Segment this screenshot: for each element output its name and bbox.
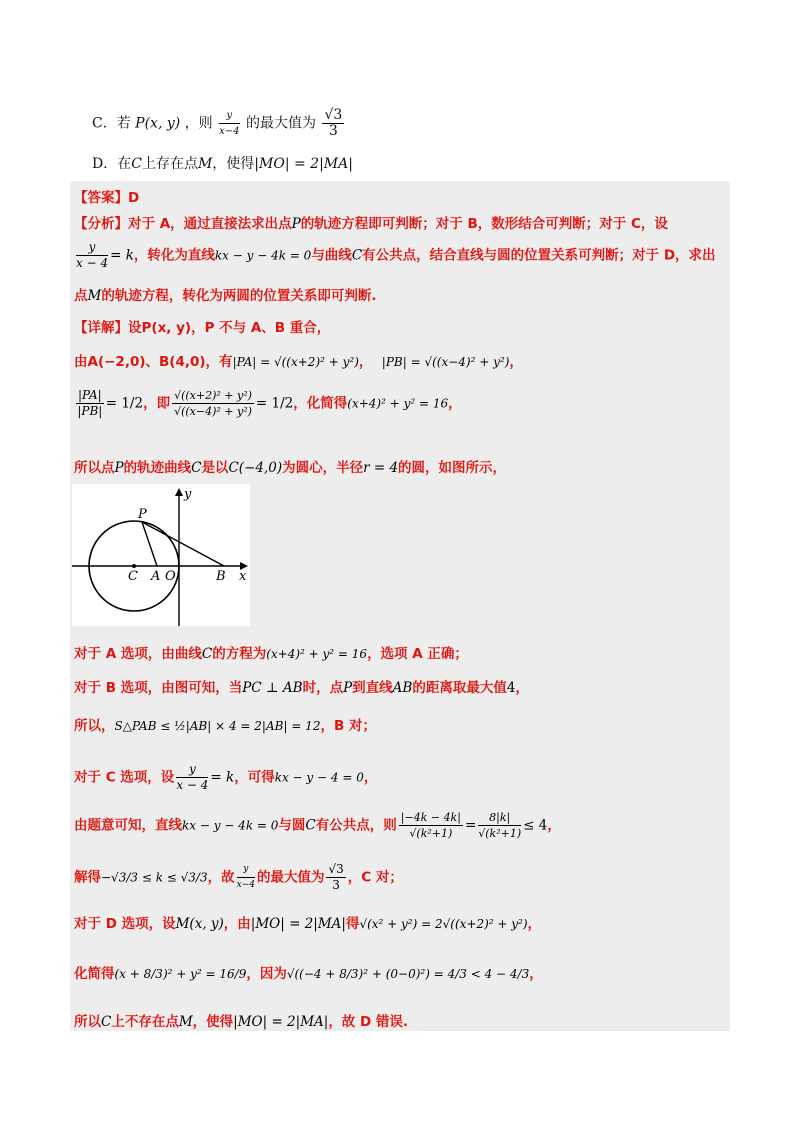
analysis-p: P: [291, 216, 301, 232]
sol-text: 得: [345, 916, 360, 932]
sol-eq: (x + 8/3)² + y² = 16/9: [114, 967, 247, 981]
sol-text: 有公共点，则: [315, 817, 397, 834]
sol-text: 所以，: [74, 718, 115, 734]
detail-center: C(−4,0): [228, 460, 283, 476]
analysis-fraction: [76, 240, 108, 271]
analysis-text: 的轨迹方程即可判断；对于 B，数形结合可判断；对于 C，设: [300, 216, 668, 232]
sol-c-line-3: [74, 862, 403, 893]
sol-text: 上不存在点: [111, 1014, 179, 1030]
detail-eq: = 1/2: [105, 395, 144, 412]
detail-text: 的轨迹曲线: [123, 460, 192, 476]
answer-value: D: [128, 190, 140, 206]
sol-c-line-2: [74, 810, 561, 841]
sol-b-line-1: [74, 676, 529, 696]
frac-num: |PA|: [78, 388, 102, 402]
sol-d-line-3: [74, 1010, 408, 1030]
sol-text: 化简得: [74, 966, 115, 982]
option-c-point: P(x, y): [135, 115, 181, 132]
sol-eq: =: [464, 817, 477, 834]
sol-text: ，: [529, 966, 543, 982]
analysis-eq: = k: [110, 247, 134, 264]
frac-den: x − 4: [176, 778, 209, 792]
option-c-fraction: [219, 108, 239, 139]
detail-text: 由A(−2,0)、B(4,0)，有: [74, 354, 233, 370]
frac-den: x − 4: [76, 256, 109, 270]
sol-p: P: [343, 680, 353, 696]
answer-tag: 【答案】: [74, 190, 128, 206]
analysis-line-1: [74, 212, 668, 232]
sol-text: 的最大值为: [256, 869, 325, 886]
detail-text: 设P(x, y)，P 不与 A、B 重合，: [128, 320, 331, 336]
sol-text: 解得: [74, 869, 101, 886]
sol-text: 对于 C 选项，设: [74, 769, 175, 786]
analysis-line-2: [74, 240, 716, 271]
circle-figure: [72, 484, 250, 626]
label-c: C: [128, 569, 138, 584]
sol-c3-max: [326, 862, 345, 893]
frac-num: |−4k − 4k|: [400, 811, 461, 824]
detail-text: ，: [509, 354, 523, 370]
frac-num: √3: [328, 862, 344, 876]
option-c-tail: 的最大值为: [245, 115, 316, 132]
option-d-c: C: [131, 156, 142, 172]
frac-num: 8|k|: [478, 810, 521, 826]
label-y: y: [184, 487, 192, 502]
sol-c3-fraction: [237, 862, 255, 893]
sol-range: −√3/3 ≤ k ≤ √3/3: [101, 870, 208, 885]
sol-text: ，由: [223, 916, 251, 932]
detail-tag: 【详解】: [74, 320, 128, 336]
option-d-mid: 上存在点: [141, 156, 198, 172]
label-o: O: [165, 569, 176, 584]
detail-line-3: [74, 388, 462, 419]
analysis-text: 点: [74, 288, 88, 304]
sol-c: C: [101, 1014, 112, 1030]
frac-num: √((x+2)² + y²): [174, 389, 252, 402]
answer-line: [74, 186, 139, 206]
y-axis-arrow: [175, 488, 183, 496]
sol-c-fraction: [176, 762, 208, 793]
sol-eq: ≤ 4: [523, 817, 548, 834]
option-c-ans-den: 3: [328, 123, 338, 139]
label-p: P: [138, 507, 147, 522]
sol-text: ，: [547, 817, 561, 834]
sol-eq: = k: [210, 769, 235, 786]
sol-eq: √((−4 + 8/3)² + (0−0)²) = 4/3 < 4 − 4/3: [286, 967, 530, 981]
sol-text: 所以: [74, 1014, 101, 1030]
option-c-label: C．若: [92, 115, 131, 132]
analysis-text: 与曲线: [311, 247, 352, 264]
option-c-ans-num: √3: [324, 107, 343, 123]
detail-text: ，化简得: [293, 395, 348, 412]
sol-m: M: [178, 1014, 193, 1030]
label-x: x: [239, 569, 247, 584]
analysis-text: ，转化为直线: [133, 247, 215, 264]
sol-text: 由题意可知，直线: [74, 817, 182, 834]
sol-eq: |MO| = 2|MA|: [250, 916, 346, 932]
frac-num: y: [176, 762, 208, 778]
sol-eq: PC ⊥ AB: [242, 680, 303, 696]
sol-text: ，C 对；: [347, 869, 403, 886]
option-c-frac-den: x−4: [219, 126, 240, 137]
detail-pb: |PB| = √((x−4)² + y²): [381, 355, 510, 369]
option-d-m: M: [197, 156, 213, 172]
sol-eq: √(x² + y²) = 2√((x+2)² + y²): [359, 917, 528, 931]
sol-c: C: [201, 646, 213, 662]
frac-num: y: [76, 240, 108, 256]
sol-c-dist2: [478, 810, 521, 841]
detail-text: ，: [358, 354, 373, 370]
sol-d-line-2: [74, 962, 543, 982]
sol-c-dist1: [399, 810, 463, 841]
sol-eq: S△PAB ≤ ½|AB| × 4 = 2|AB| = 12: [114, 719, 321, 733]
sol-c: C: [305, 817, 316, 834]
detail-eq: = 1/2: [255, 395, 294, 412]
detail-text: 所以点: [74, 460, 115, 476]
option-c-frac-num: y: [219, 108, 239, 124]
frac-num: y: [237, 862, 255, 878]
sol-eq: kx − y − 4k = 0: [182, 818, 279, 833]
label-a: A: [151, 569, 161, 584]
detail-c: C: [191, 460, 202, 476]
detail-radius: r = 4: [363, 460, 399, 476]
sol-text: ，: [527, 916, 542, 932]
sol-text: 的方程为: [212, 646, 267, 662]
sol-text: ，: [363, 769, 378, 786]
sol-text: ，选项 A 正确；: [367, 646, 468, 662]
sol-text: ，因为: [246, 966, 287, 982]
label-b: B: [216, 569, 226, 584]
detail-pa: |PA| = √((x+2)² + y²): [232, 355, 359, 369]
option-d-tail: ，使得: [212, 156, 255, 172]
sol-text: 与圆: [278, 817, 306, 834]
frac-den: |PB|: [77, 404, 103, 418]
sol-text: 到直线: [352, 680, 393, 696]
sol-d-line-1: [74, 912, 541, 932]
option-c-mid: ，则: [184, 115, 213, 132]
analysis-text: 的轨迹方程，转化为两圆的位置关系即可判断.: [101, 288, 377, 304]
sol-text: 的距离取最大值: [412, 680, 507, 696]
sol-text: ，B 对；: [320, 718, 376, 734]
detail-sqrt-ratio: [172, 388, 254, 419]
sol-value: 4: [506, 680, 516, 696]
frac-den: x−4: [236, 880, 255, 890]
analysis-text: 有公共点，结合直线与圆的位置关系可判断；对于 D，求出: [362, 247, 716, 264]
analysis-m: M: [87, 288, 102, 304]
detail-text: ，即: [143, 395, 171, 412]
analysis-c: C: [351, 247, 363, 264]
sol-eq: kx − y − 4 = 0: [274, 770, 364, 785]
analysis-text: 对于 A，通过直接法求出点: [128, 216, 292, 232]
analysis-line-eq: kx − y − 4k = 0: [214, 248, 312, 263]
detail-circle-eq: (x+4)² + y² = 16: [347, 396, 449, 411]
option-d-label: D．在: [92, 156, 132, 172]
sol-text: 时，点: [302, 680, 344, 696]
detail-line-1: [74, 316, 330, 336]
option-d: [92, 153, 353, 173]
detail-text: 的圆，如图所示，: [398, 460, 507, 476]
option-c-answer-fraction: [322, 108, 344, 139]
sol-c-line-1: [74, 762, 377, 793]
analysis-line-3: [74, 284, 376, 304]
detail-p: P: [114, 460, 124, 476]
option-c: [92, 108, 346, 139]
frac-den: √((x−4)² + y²): [174, 405, 252, 418]
sol-text: ，故: [207, 869, 235, 886]
detail-text: 是以: [201, 460, 229, 476]
sol-m: M(x, y): [175, 916, 224, 932]
sol-text: 对于 A 选项，由曲线: [74, 646, 202, 662]
frac-den: √(k²+1): [409, 827, 453, 840]
sol-b-line-2: [74, 714, 376, 734]
sol-text: ，可得: [234, 769, 275, 786]
option-d-eq: |MO| = 2|MA|: [254, 156, 353, 172]
sol-ab: AB: [392, 680, 413, 696]
detail-line-2: [74, 350, 523, 370]
sol-eq: |MO| = 2|MA|: [233, 1014, 329, 1030]
analysis-tag: 【分析】: [74, 216, 128, 232]
center-dot: [132, 564, 136, 568]
detail-line-4: [74, 456, 506, 476]
sol-a-line: [74, 642, 468, 662]
sol-eq: (x+4)² + y² = 16: [266, 647, 368, 661]
sol-text: ，故 D 错误.: [328, 1014, 409, 1030]
sol-text: 对于 D 选项，设: [74, 916, 176, 932]
detail-text: ，: [448, 395, 462, 412]
sol-text: 对于 B 选项，由图可知，当: [74, 680, 243, 696]
sol-text: ，使得: [192, 1014, 234, 1030]
detail-text: 为圆心，半径: [282, 460, 364, 476]
frac-den: √(k²+1): [478, 827, 522, 840]
sol-text: ，: [515, 680, 529, 696]
detail-ratio: [76, 388, 104, 419]
frac-den: 3: [332, 878, 340, 892]
figure-svg: [72, 484, 250, 626]
